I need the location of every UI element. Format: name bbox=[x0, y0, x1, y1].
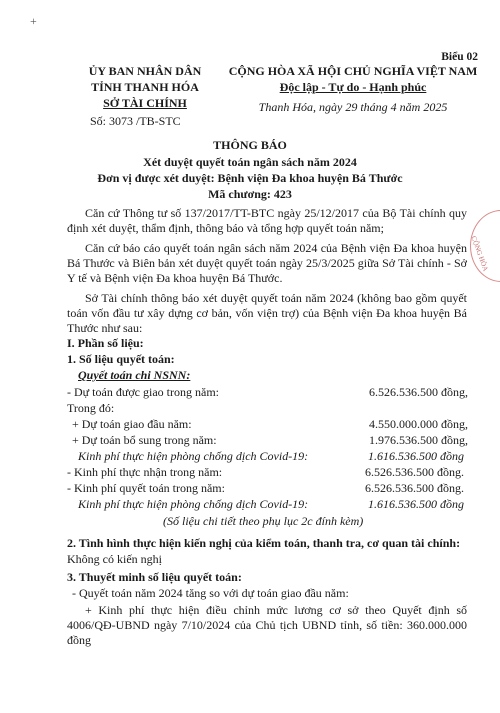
nation-motto: Độc lập - Tự do - Hạnh phúc bbox=[279, 80, 427, 94]
section-3-heading: 3. Thuyết minh số liệu quyết toán: bbox=[67, 570, 242, 584]
row-label-supplement: + Dự toán bổ sung trong năm: bbox=[72, 433, 217, 447]
org-line-1: ỦY BAN NHÂN DÂN bbox=[88, 64, 202, 78]
row-value-supplement: 1.976.536.500 đồng, bbox=[369, 433, 468, 447]
paragraph-report-basis: Căn cứ báo cáo quyết toán ngân sách năm 2024 của Bệnh viện Đa khoa huyện Bá Thước và Biên bản xét duyệt quyết toán ngày 25/3/2025 giữa Sở Tài chính - Sở Y tế và Bệnh viện Đa khoa huyện Bá Thước. bbox=[67, 241, 467, 285]
nation-title: CỘNG HÒA XÃ HỘI CHỦ NGHĨA VIỆT NAM bbox=[228, 64, 478, 78]
doc-subtitle-2: Đơn vị được xét duyệt: Bệnh viện Đa khoa huyện Bá Thước bbox=[97, 171, 403, 185]
section-1-heading: I. Phần số liệu: bbox=[67, 336, 144, 350]
row-label-received: - Kinh phí thực nhận trong năm: bbox=[67, 465, 223, 479]
row-label-breakdown: Trong đó: bbox=[67, 401, 115, 415]
section-3-line-2: + Kinh phí thực hiện điều chỉnh mức lương cơ sở theo Quyết định số 4006/QĐ-UBND ngày 7/10/2024 của Chủ tịch UBND tỉnh, số tiền: 360.000.000 đồng bbox=[67, 603, 467, 647]
section-3-line-1: - Quyết toán năm 2024 tăng so với dự toán giao đầu năm: bbox=[72, 586, 349, 600]
doc-number: Số: 3073 /TB-STC bbox=[90, 114, 181, 128]
row-value-received: 6.526.536.500 đồng. bbox=[365, 465, 464, 479]
row-label-covid-1: Kinh phí thực hiện phòng chống dịch Covid-19: bbox=[78, 449, 309, 463]
row-value-covid-2: 1.616.536.500 đồng bbox=[368, 497, 464, 511]
row-value-covid-1: 1.616.536.500 đồng bbox=[368, 449, 464, 463]
margin-mark: + bbox=[30, 14, 37, 28]
row-value-initial: 4.550.000.000 đồng, bbox=[369, 417, 468, 431]
doc-title: THÔNG BÁO bbox=[213, 138, 287, 152]
stamp-text: CỘNG HÒA bbox=[469, 235, 490, 273]
row-value-settled: 6.526.536.500 đồng. bbox=[365, 481, 464, 495]
appendix-note: (Số liệu chi tiết theo phụ lục 2c đính kèm) bbox=[163, 514, 364, 528]
org-line-2: TỈNH THANH HÓA bbox=[91, 80, 199, 94]
row-label-covid-2: Kinh phí thực hiện phòng chống dịch Covid-19: bbox=[78, 497, 309, 511]
official-stamp bbox=[470, 210, 500, 282]
paragraph-legal-basis: Căn cứ Thông tư số 137/2017/TT-BTC ngày 25/12/2017 của Bộ Tài chính quy định xét duyệt, thẩm định, thông báo và tổng hợp quyết toán năm; bbox=[67, 206, 467, 235]
org-line-3: SỞ TÀI CHÍNH bbox=[103, 96, 187, 110]
paragraph-announcement: Sở Tài chính thông báo xét duyệt quyết toán năm 2024 (không bao gồm quyết toán vốn đầu tư xây dựng cơ bản, vốn viện trợ) của Bệnh viện Đa khoa huyện Bá Thước như sau: bbox=[67, 291, 467, 335]
section-2-content: Không có kiến nghị bbox=[67, 552, 162, 566]
row-label-allocated: - Dự toán được giao trong năm: bbox=[67, 385, 219, 399]
place-date: Thanh Hóa, ngày 29 tháng 4 năm 2025 bbox=[258, 100, 448, 114]
row-label-settled: - Kinh phí quyết toán trong năm: bbox=[67, 481, 225, 495]
annex-label: Biểu 02 bbox=[441, 51, 478, 63]
row-label-initial: + Dự toán giao đầu năm: bbox=[72, 417, 192, 431]
section-2-heading: 2. Tình hình thực hiện kiến nghị của kiểm toán, thanh tra, cơ quan tài chính: bbox=[67, 536, 461, 550]
doc-subtitle-3: Mã chương: 423 bbox=[208, 187, 292, 201]
row-value-allocated: 6.526.536.500 đồng, bbox=[369, 385, 468, 399]
doc-subtitle-1: Xét duyệt quyết toán ngân sách năm 2024 bbox=[143, 155, 357, 169]
section-1-subheading: 1. Số liệu quyết toán: bbox=[67, 352, 175, 366]
section-1-group-heading: Quyết toán chi NSNN: bbox=[78, 368, 191, 382]
